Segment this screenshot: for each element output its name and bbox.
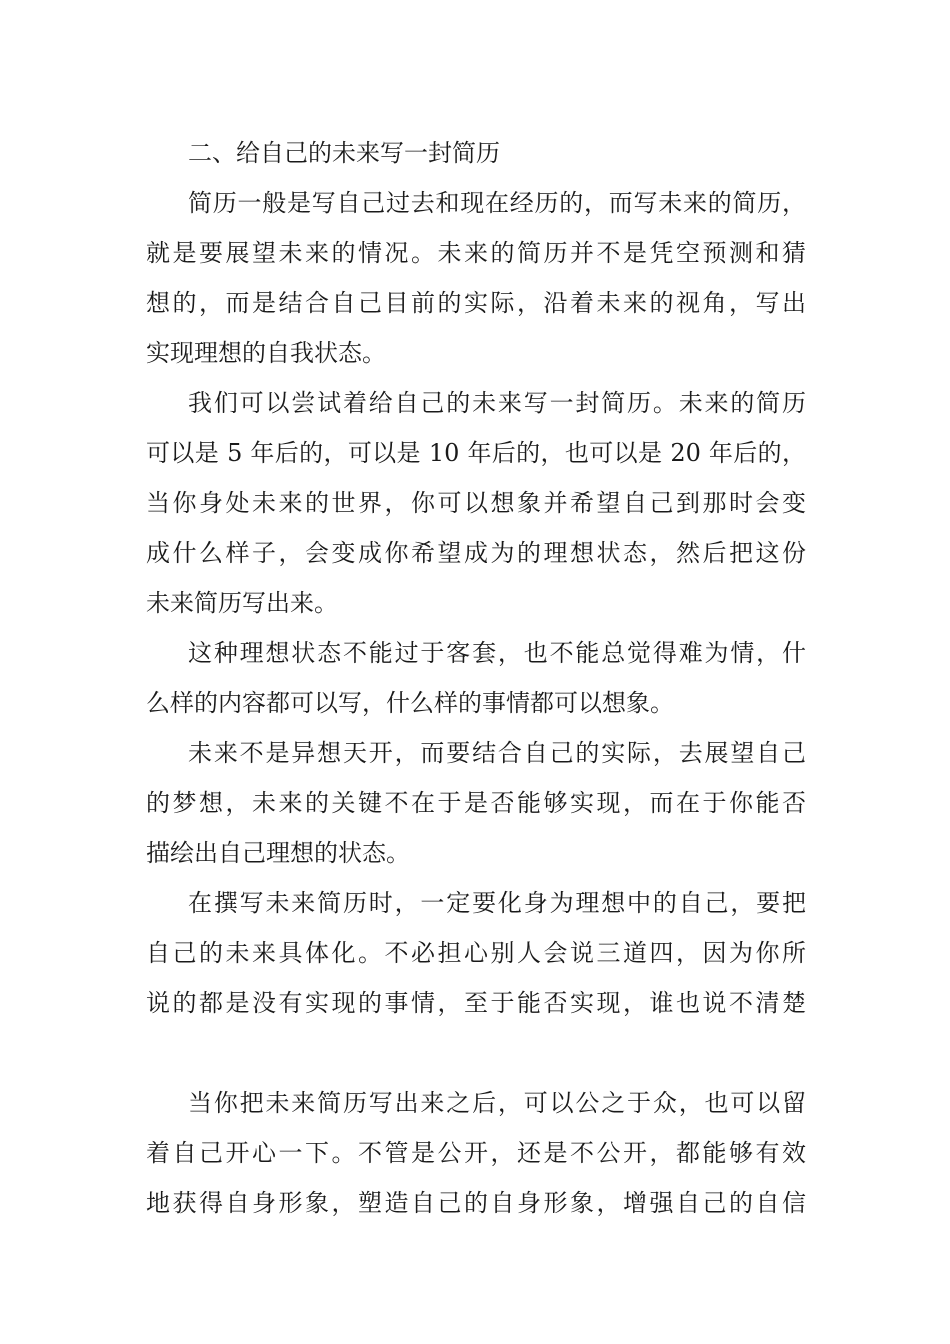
paragraph-line: 当你把未来简历写出来之后，可以公之于众，也可以留 <box>188 1089 806 1117</box>
paragraph-line: 说的都是没有实现的事情，至于能否实现，谁也说不清楚 <box>146 989 806 1017</box>
paragraph-line: 自己的未来具体化。不必担心别人会说三道四，因为你所 <box>146 939 806 967</box>
paragraph-line: 我们可以尝试着给自己的未来写一封简历。未来的简历 <box>188 389 806 417</box>
paragraph-line: 在撰写未来简历时，一定要化身为理想中的自己，要把 <box>188 889 806 917</box>
paragraph-line: 这种理想状态不能过于客套，也不能总觉得难为情，什 <box>188 639 806 667</box>
document-body <box>146 128 806 1228</box>
paragraph-line: 未来不是异想天开，而要结合自己的实际，去展望自己 <box>188 739 806 767</box>
paragraph-line: 着自己开心一下。不管是公开，还是不公开，都能够有效 <box>146 1139 806 1167</box>
paragraph-line: 实现理想的自我状态。 <box>146 339 386 367</box>
blank-line <box>146 1028 806 1078</box>
paragraph-line: 地获得自身形象，塑造自己的自身形象，增强自己的自信 <box>146 1189 806 1217</box>
paragraph-line: 的梦想，未来的关键不在于是否能够实现，而在于你能否 <box>146 789 806 817</box>
paragraph-line: 描绘出自己理想的状态。 <box>146 839 410 867</box>
paragraph-line: 就是要展望未来的情况。未来的简历并不是凭空预测和猜 <box>146 239 806 267</box>
paragraph-line: 么样的内容都可以写，什么样的事情都可以想象。 <box>146 689 674 717</box>
section-heading: 二、给自己的未来写一封简历 <box>188 139 500 167</box>
paragraph-line: 当你身处未来的世界，你可以想象并希望自己到那时会变 <box>146 489 806 517</box>
paragraph-line: 想的，而是结合自己目前的实际，沿着未来的视角，写出 <box>146 289 806 317</box>
paragraph-line: 可以是 5 年后的，可以是 10 年后的，也可以是 20 年后的， <box>146 439 806 467</box>
paragraph-line: 未来简历写出来。 <box>146 589 338 617</box>
paragraph-line: 成什么样子，会变成你希望成为的理想状态，然后把这份 <box>146 539 806 567</box>
paragraph-line: 简历一般是写自己过去和现在经历的，而写未来的简历， <box>188 189 806 217</box>
